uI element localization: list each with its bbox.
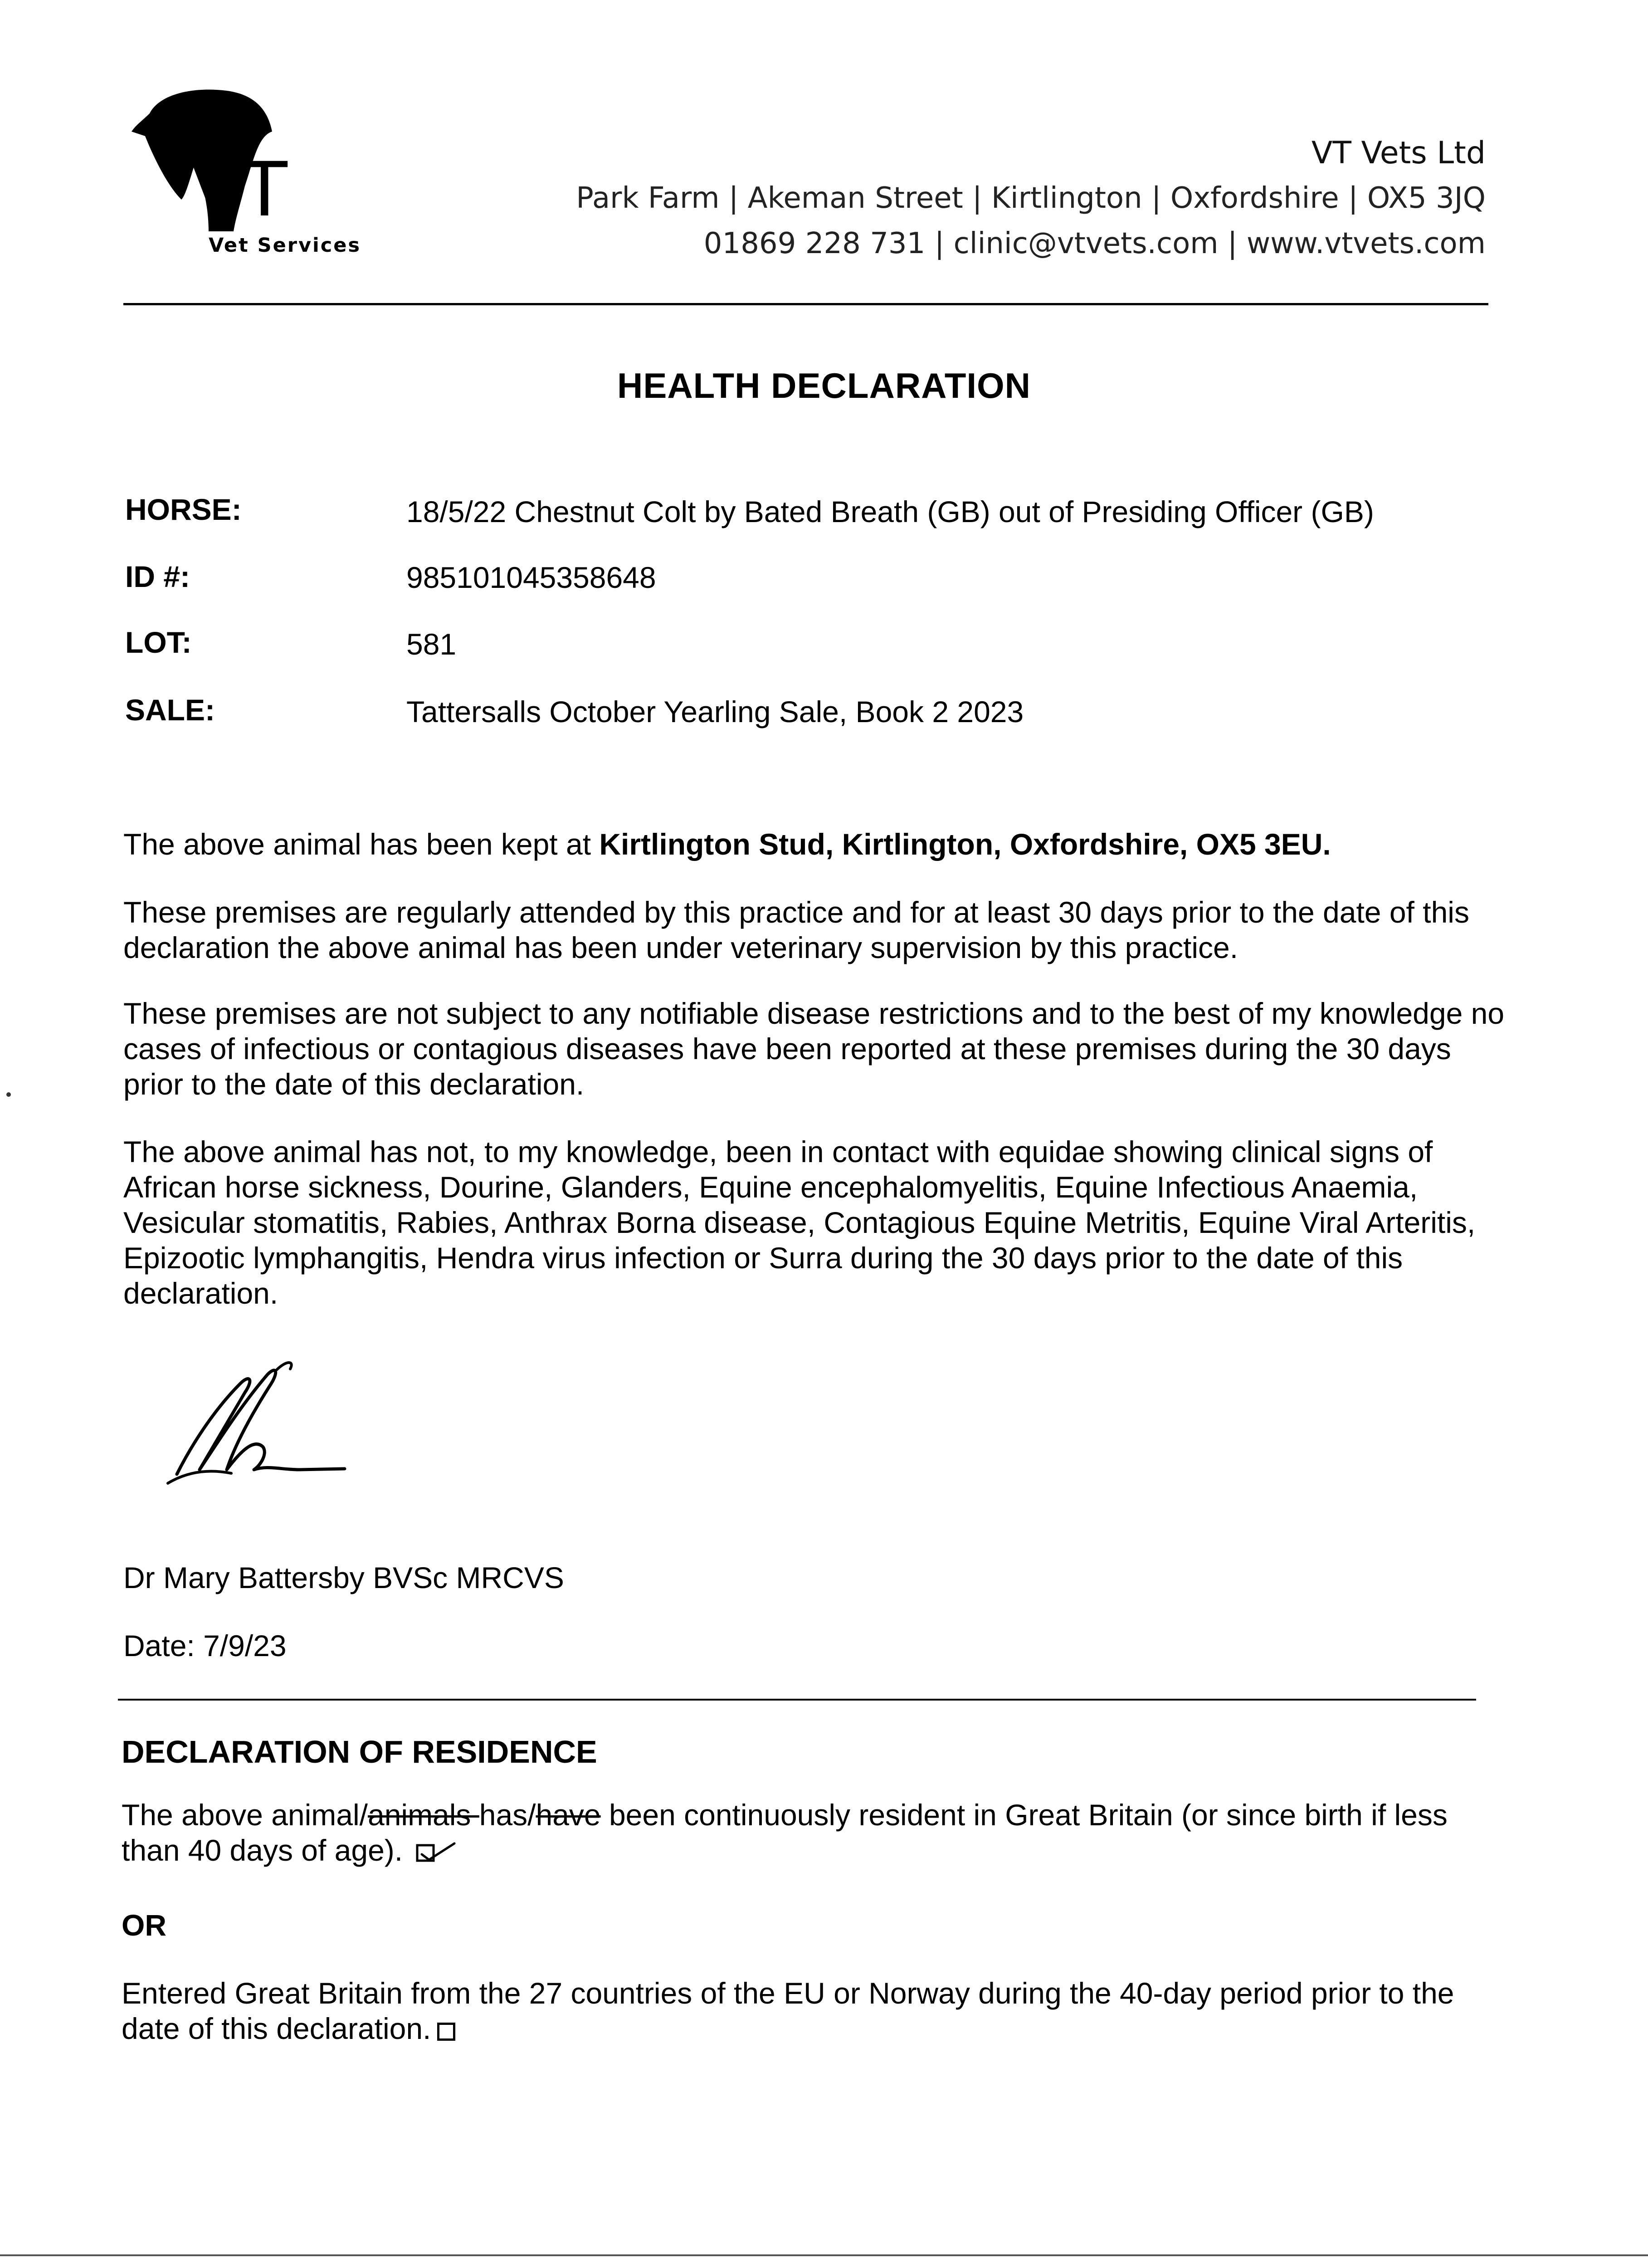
opt1-struck-animals: animals bbox=[368, 1798, 479, 1832]
declaration-date: Date: 7/9/23 bbox=[123, 1629, 287, 1662]
kept-place: Kirtlington Stud, Kirtlington, Oxfordshire, OX5 3EU. bbox=[599, 827, 1331, 861]
company-name: VT Vets Ltd bbox=[1311, 135, 1486, 171]
residence-option-2 bbox=[122, 1975, 1491, 2046]
signer-name: Dr Mary Battersby BVSc MRCVS bbox=[123, 1561, 564, 1594]
logo-letters: VT bbox=[190, 146, 288, 233]
id-value: 985101045358648 bbox=[406, 561, 656, 594]
supervision-paragraph: These premises are regularly attended by this practice and for at least 30 days prior to the date of this declaration the above animal has been under veterinary supervision by this practice. bbox=[123, 895, 1469, 964]
option-1-checkbox[interactable] bbox=[415, 1841, 456, 1863]
residence-option-1 bbox=[122, 1797, 1491, 1868]
id-label: ID #: bbox=[125, 560, 190, 593]
lot-value: 581 bbox=[406, 627, 457, 661]
sale-label: SALE: bbox=[125, 693, 215, 727]
logo-subtitle: Vet Services bbox=[209, 234, 361, 257]
restrictions-paragraph: These premises are not subject to any notifiable disease restrictions and to the best of my knowledge no cases of infectious or contagious diseases have been reported at these premises during the 30 days prior to the date of this declaration. bbox=[123, 997, 1505, 1101]
horse-value: 18/5/22 Chestnut Colt by Bated Breath (GB) out of Presiding Officer (GB) bbox=[406, 495, 1374, 528]
opt1-part-c: been continuously resident in Great Britain (or since birth if less than 40 days of age). bbox=[122, 1798, 1448, 1867]
horse-label: HORSE: bbox=[125, 493, 242, 526]
company-address: Park Farm | Akeman Street | Kirtlington | Oxfordshire | OX5 3JQ bbox=[576, 181, 1486, 215]
signature bbox=[163, 1356, 381, 1506]
kept-prefix: The above animal has been kept at bbox=[123, 827, 600, 861]
header-divider bbox=[123, 303, 1488, 305]
or-separator: OR bbox=[122, 1908, 166, 1942]
residence-title: DECLARATION OF RESIDENCE bbox=[122, 1734, 597, 1769]
company-contact: 01869 228 731 | clinic@vtvets.com | www.vtvets.com bbox=[703, 227, 1486, 260]
document-title: HEALTH DECLARATION bbox=[617, 366, 1031, 406]
opt2-text: Entered Great Britain from the 27 countries of the EU or Norway during the 40-day period prior to the date of this declaration. bbox=[122, 1976, 1454, 2045]
kept-paragraph bbox=[123, 826, 1511, 862]
section-divider bbox=[118, 1699, 1476, 1701]
contact-paragraph: The above animal has not, to my knowledge, been in contact with equidae showing clinical signs of African horse sickness, Dourine, Glanders, Equine encephalomyelitis, Equine Infectious Anaemia, Vesicular stomatitis, Rabies, Anthrax Borna disease, Contagious Equine Metritis, Equine Viral Arteritis, Epizootic lymphangitis, Hendra virus infection or Surra during the 30 days prior to the date of this declaration. bbox=[123, 1135, 1476, 1310]
opt1-part-b: has/ bbox=[479, 1798, 536, 1832]
opt1-part-a: The above animal/ bbox=[122, 1798, 368, 1832]
sale-value: Tattersalls October Yearling Sale, Book 2 2023 bbox=[406, 695, 1024, 728]
lot-label: LOT: bbox=[125, 626, 192, 659]
opt1-struck-have: have bbox=[536, 1798, 601, 1832]
option-2-checkbox[interactable] bbox=[437, 2023, 455, 2041]
page-bottom-edge bbox=[0, 2254, 1648, 2256]
scan-speck bbox=[6, 1092, 11, 1097]
